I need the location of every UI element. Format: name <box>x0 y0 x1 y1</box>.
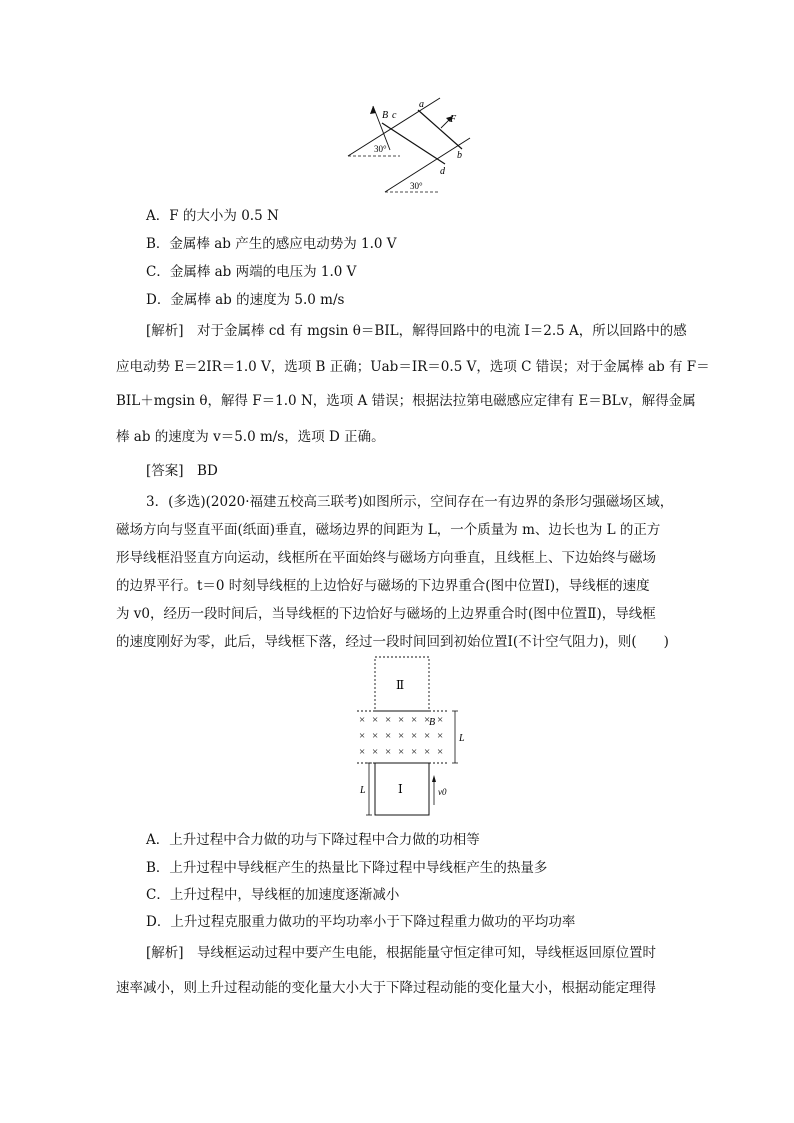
field-cross: × <box>424 714 431 726</box>
field-cross: × <box>398 746 405 758</box>
label-a: a <box>419 99 424 110</box>
q3-analysis-line-2: 速率减小，则上升过程动能的变化量大小大于下降过程动能的变化量大小，根据动能定理得 <box>116 980 656 996</box>
field-cross: × <box>385 714 392 726</box>
field-cross: × <box>424 730 431 742</box>
field-cross: × <box>359 714 366 726</box>
q2-answer: [答案] BD <box>146 463 218 479</box>
field-cross: × <box>385 746 392 758</box>
field-cross: × <box>372 746 379 758</box>
q2-analysis-line-3: BIL＋mgsin θ，解得 F＝1.0 N，选项 A 错误；根据法拉第电磁感应定律有 E＝BLv，解得金属 <box>116 393 696 409</box>
field-cross: × <box>411 746 418 758</box>
q3-option-a: A．上升过程中合力做的功与下降过程中合力做的功相等 <box>146 832 480 848</box>
field-cross: × <box>359 746 366 758</box>
q2-option-c: C．金属棒 ab 两端的电压为 1.0 V <box>146 264 357 280</box>
label-L-right: L <box>459 733 465 744</box>
field-cross: × <box>372 730 379 742</box>
q3-stem-line-3: 形导线框沿竖直方向运动，线框所在平面始终与磁场方向垂直，且线框上、下边始终与磁场 <box>116 550 656 566</box>
field-cross: × <box>437 730 444 742</box>
q2-analysis-line-4: 棒 ab 的速度为 v＝5.0 m/s，选项 D 正确。 <box>116 429 385 445</box>
label-F: F <box>450 114 457 125</box>
q3-stem-line-4: 的边界平行。t＝0 时刻导线框的上边恰好与磁场的下边界重合(图中位置Ⅰ)，导线框的速度 <box>116 578 650 594</box>
field-cross: × <box>411 730 418 742</box>
label-field-B: B <box>429 717 436 728</box>
q3-stem-line-6: 的速度刚好为零，此后，导线框下落，经过一段时间回到初始位置Ⅰ(不计空气阻力)，则( ) <box>116 634 669 650</box>
q3-option-c: C．上升过程中，导线框的加速度逐渐减小 <box>146 887 400 903</box>
q3-stem-line-2: 磁场方向与竖直平面(纸面)垂直，磁场边界的间距为 L，一个质量为 m、边长也为 L 的正方 <box>116 522 661 538</box>
label-b: b <box>457 150 462 161</box>
label-L-left: L <box>360 785 366 796</box>
field-cross: × <box>437 746 444 758</box>
label-d: d <box>440 166 445 177</box>
q2-option-a: A．F 的大小为 0.5 N <box>146 208 279 224</box>
label-c: c <box>392 110 397 121</box>
figure-inclined-rails <box>340 92 480 198</box>
label-position-I: Ⅰ <box>398 782 403 796</box>
q3-analysis-line-1: [解析] 导线框运动过程中要产生电能，根据能量守恒定律可知，导线框返回原位置时 <box>146 945 657 961</box>
figure-magnetic-field <box>355 655 475 817</box>
q2-analysis-line-1: [解析] 对于金属棒 cd 有 mgsin θ＝BIL，解得回路中的电流 I＝2.5 A，所以回路中的感 <box>146 323 687 339</box>
field-cross: × <box>424 746 431 758</box>
q2-option-d: D．金属棒 ab 的速度为 5.0 m/s <box>146 292 345 308</box>
field-cross: × <box>398 714 405 726</box>
field-cross: × <box>359 730 366 742</box>
label-position-II: Ⅱ <box>396 678 405 692</box>
field-cross: × <box>437 714 444 726</box>
q2-analysis-line-2: 应电动势 E＝2IR＝1.0 V，选项 B 正确；Uab＝IR＝0.5 V，选项 C 错误；对于金属棒 ab 有 F＝ <box>116 359 710 375</box>
field-cross: × <box>385 730 392 742</box>
q3-stem-line-5: 为 v0，经历一段时间后，当导线框的下边恰好与磁场的上边界重合时(图中位置Ⅱ)，导线框 <box>116 606 656 622</box>
angle-label-2: 30° <box>410 181 423 191</box>
field-cross: × <box>411 714 418 726</box>
label-v0: v0 <box>438 787 447 797</box>
label-B: B <box>382 110 389 121</box>
field-cross: × <box>372 714 379 726</box>
q3-option-b: B．上升过程中导线框产生的热量比下降过程中导线框产生的热量多 <box>146 860 548 876</box>
field-cross: × <box>398 730 405 742</box>
q2-option-b: B．金属棒 ab 产生的感应电动势为 1.0 V <box>146 236 397 252</box>
angle-label-1: 30° <box>374 144 387 154</box>
q3-stem-line-1: 3．(多选)(2020·福建五校高三联考)如图所示，空间存在一有边界的条形匀强磁场区域， <box>146 494 674 510</box>
q3-option-d: D．上升过程克服重力做功的平均功率小于下降过程重力做功的平均功率 <box>146 914 576 930</box>
